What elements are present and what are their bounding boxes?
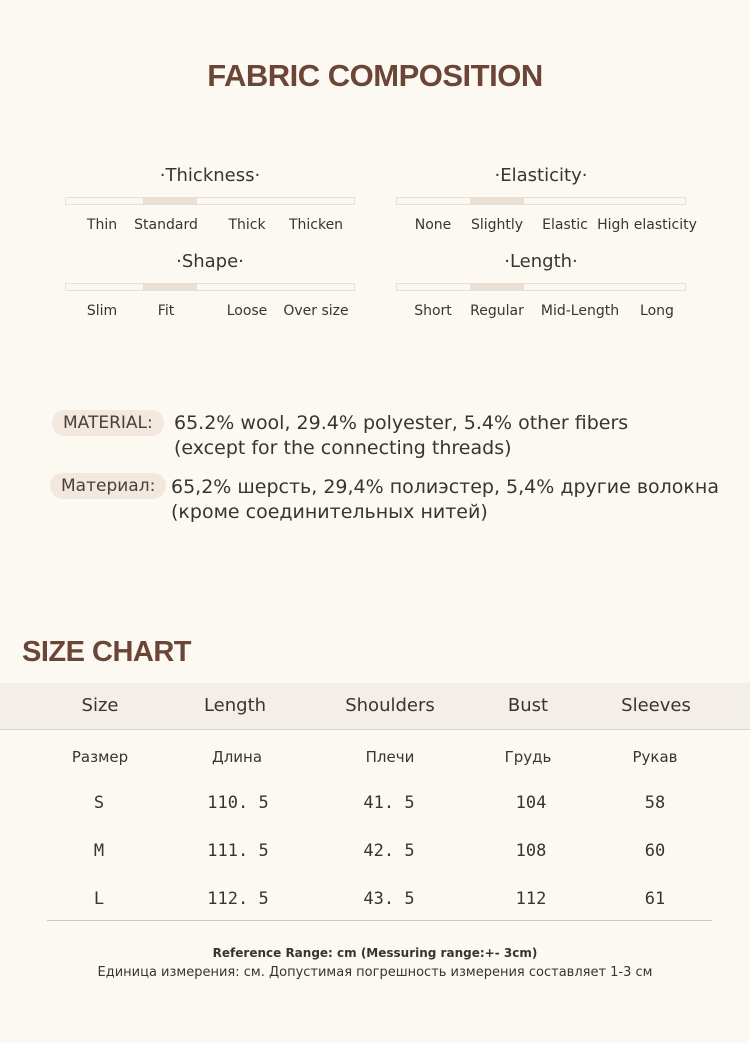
reference-note: Reference Range: cm (Messuring range:+- 3cm) bbox=[212, 946, 538, 960]
header-shoulders: Shoulders bbox=[345, 695, 435, 716]
attribute-title: ·Elasticity· bbox=[494, 165, 588, 186]
option-label: Standard bbox=[134, 217, 198, 233]
header-ru: Плечи bbox=[365, 748, 415, 766]
option-label: Fit bbox=[157, 303, 175, 319]
material-en-line1: 65.2% wool, 29.4% polyester, 5.4% other fibers bbox=[174, 412, 629, 434]
header-ru: Грудь bbox=[504, 748, 552, 766]
table-header bbox=[0, 683, 750, 730]
option-label: Mid-Length bbox=[540, 303, 620, 319]
cell-length: 110. 5 bbox=[207, 793, 269, 813]
scale-track bbox=[65, 197, 355, 205]
attribute-title: ·Shape· bbox=[176, 251, 244, 272]
selected-segment bbox=[470, 198, 524, 204]
selected-segment bbox=[470, 284, 524, 290]
option-label: Slightly bbox=[470, 217, 524, 233]
option-label: Thicken bbox=[288, 217, 344, 233]
cell-shoulders: 42. 5 bbox=[363, 841, 415, 861]
header-ru: Размер bbox=[71, 748, 129, 766]
material-label: MATERIAL: bbox=[52, 410, 164, 436]
cell-sleeves: 58 bbox=[644, 793, 666, 813]
cell-size: M bbox=[93, 841, 105, 861]
scale-track bbox=[396, 283, 686, 291]
cell-bust: 104 bbox=[515, 793, 547, 813]
cell-size: L bbox=[93, 889, 105, 909]
option-label: High elasticity bbox=[597, 217, 697, 233]
attribute-elasticity bbox=[396, 163, 697, 237]
material-label-ru: Материал: bbox=[50, 473, 166, 499]
attribute-thickness bbox=[65, 163, 355, 237]
cell-shoulders: 43. 5 bbox=[363, 889, 415, 909]
option-label: Loose bbox=[226, 303, 268, 319]
header-size: Size bbox=[81, 695, 119, 716]
option-label: Over size bbox=[283, 303, 349, 319]
option-label: Short bbox=[414, 303, 452, 319]
option-label: Elastic bbox=[542, 217, 588, 233]
attribute-title: ·Thickness· bbox=[159, 165, 261, 186]
header-sleeves: Sleeves bbox=[621, 695, 691, 716]
reference-note-ru: Единица измерения: см. Допустимая погрешность измерения составляет 1-3 см bbox=[97, 965, 653, 980]
selected-segment bbox=[143, 284, 197, 290]
cell-size: S bbox=[93, 793, 105, 813]
header-length: Length bbox=[203, 695, 267, 716]
attribute-title: ·Length· bbox=[504, 251, 578, 272]
option-label: Thin bbox=[86, 217, 118, 233]
material-ru-line2: (кроме соединительных нитей) bbox=[171, 501, 488, 523]
header-bust: Bust bbox=[507, 695, 549, 716]
cell-length: 112. 5 bbox=[207, 889, 269, 909]
header-ru: Длина bbox=[211, 748, 263, 766]
material-en-line2: (except for the connecting threads) bbox=[174, 437, 512, 459]
cell-bust: 112 bbox=[515, 889, 547, 909]
cell-length: 111. 5 bbox=[207, 841, 269, 861]
cell-bust: 108 bbox=[515, 841, 547, 861]
cell-shoulders: 41. 5 bbox=[363, 793, 415, 813]
attribute-length bbox=[396, 249, 686, 323]
option-label: Regular bbox=[470, 303, 524, 319]
cell-sleeves: 61 bbox=[644, 889, 666, 909]
scale-track bbox=[396, 197, 686, 205]
option-label: None bbox=[414, 217, 452, 233]
option-label: Long bbox=[640, 303, 674, 319]
selected-segment bbox=[143, 198, 197, 204]
attribute-shape bbox=[65, 249, 355, 323]
size-chart-title: SIZE CHART bbox=[22, 636, 191, 668]
scale-track bbox=[65, 283, 355, 291]
option-label: Thick bbox=[228, 217, 266, 233]
option-label: Slim bbox=[86, 303, 118, 319]
cell-sleeves: 60 bbox=[644, 841, 666, 861]
header-ru: Рукав bbox=[632, 748, 678, 766]
table-bottom-rule bbox=[47, 920, 712, 921]
material-ru-line1: 65,2% шерсть, 29,4% полиэстер, 5,4% другие волокна bbox=[171, 476, 719, 498]
fabric-composition-title: FABRIC COMPOSITION bbox=[207, 58, 543, 93]
